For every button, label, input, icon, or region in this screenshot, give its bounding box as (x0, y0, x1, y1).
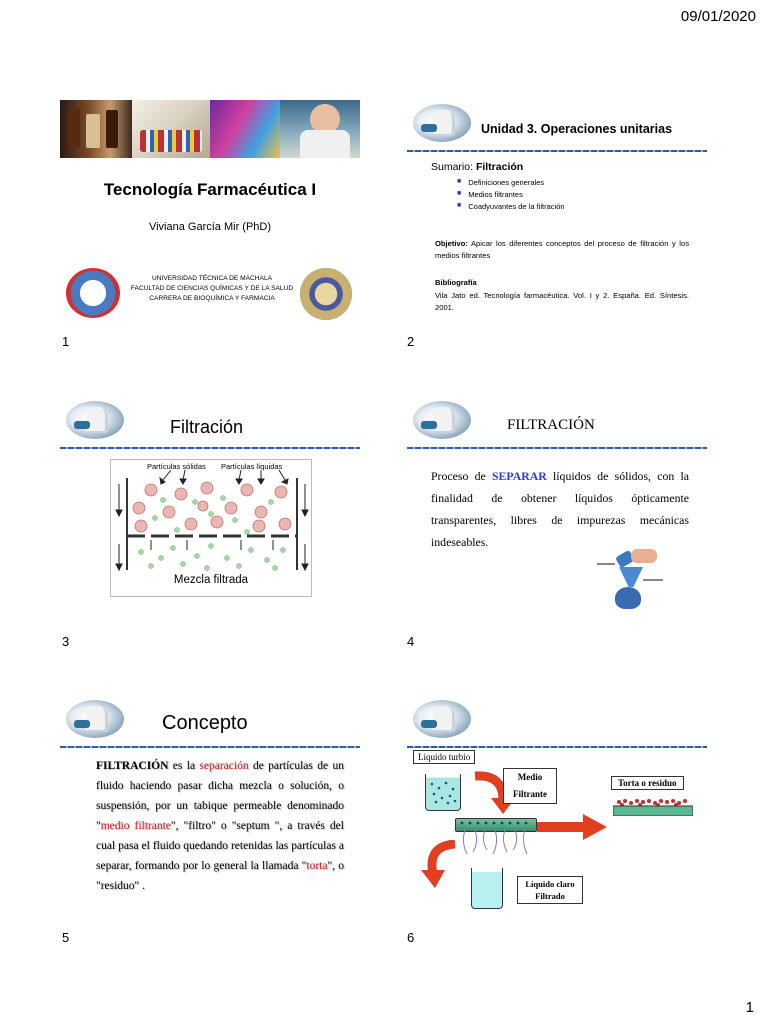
list-item: ■ Medios filtrantes (457, 190, 565, 199)
clear-liquid-beaker (471, 868, 503, 909)
concept-text-1: es la (168, 760, 200, 772)
concept-paragraph (96, 756, 344, 896)
label-filter-medium-line-1: Medio (517, 772, 543, 782)
label-clear-liquid (517, 876, 583, 904)
concept-filter-medium: medio filtrante (100, 820, 171, 832)
list-item: ■ Definiciones generales (457, 178, 565, 187)
faculty-seal-right (300, 268, 352, 320)
slide-5-title: Concepto (162, 712, 248, 734)
institution-line-1: UNIVERSIDAD TÉCNICA DE MACHALA (151, 275, 273, 282)
slide-4 (407, 397, 707, 622)
concept-cake: torta (306, 860, 328, 872)
page-number: 1 (745, 999, 754, 1016)
turbid-beaker (425, 774, 461, 811)
slide-4-number: 4 (407, 634, 415, 649)
label-clear-liquid-line-1: Líquido claro (525, 879, 575, 889)
slide-1 (60, 100, 360, 325)
institution-line-3: CARRERA DE BIOQUÍMICA Y FARMACIA (149, 295, 275, 302)
lab-scientist-logo (66, 700, 124, 738)
filtrate-streams (461, 830, 531, 856)
filter-funnel-illustration (597, 549, 667, 615)
summary-line (431, 161, 523, 173)
label-clear-liquid-line-2: Filtrado (535, 891, 565, 901)
institution-block (126, 274, 298, 304)
filter-cake (613, 798, 693, 816)
slide-1-number: 1 (62, 334, 70, 349)
lab-scientist-logo (66, 401, 124, 439)
definition-highlight: SEPARAR (491, 469, 547, 483)
header-rule (407, 150, 707, 152)
concept-text-2: de partículas de un fluido haciendo pasar dicha mezcla o solución, o suspensión, por un tabique permeable denominado " (96, 760, 344, 832)
university-seal-left (66, 268, 120, 318)
header-rule (60, 447, 360, 449)
slide-5-number: 5 (62, 930, 70, 945)
slide-2 (407, 100, 707, 325)
concept-separation: separación (199, 760, 249, 772)
concept-term: FILTRACIÓN (96, 760, 169, 772)
slide-2-title: Unidad 3. Operaciones unitarias (481, 122, 673, 136)
bibliography-label: Bibliografía (435, 278, 477, 287)
slide-2-number: 2 (407, 334, 415, 349)
straight-arrow-right (537, 814, 607, 840)
list-item: ■ Coadyuvantes de la filtración (457, 202, 565, 211)
definition-lead: Proceso de (431, 469, 492, 483)
label-liquid-particles: Partículas líquidas (221, 462, 283, 471)
turbid-particles (426, 774, 460, 808)
filter-cake-svg (613, 798, 693, 816)
label-cake-residue: Torta o residuo (611, 776, 684, 790)
filtration-definition (431, 465, 689, 553)
label-filtered-mixture: Mezcla filtrada (173, 574, 249, 586)
concept-text-3: ", "filtro" o "septum ", a través del cual pasa el fluido quedando retenidas las partículas a separar, formando por lo general la llamada " (96, 820, 344, 872)
summary-label: Sumario: (431, 161, 476, 173)
lab-scientist-logo (413, 401, 471, 439)
slide-3-number: 3 (62, 634, 70, 649)
slide-4-title: FILTRACIÓN (507, 417, 595, 433)
slide-1-title: Tecnología Farmacéutica I (103, 180, 317, 199)
label-filter-medium-line-2: Filtrante (513, 789, 547, 799)
concept-text-4: ", o "residuo" . (96, 860, 344, 892)
header-photo-banner (60, 100, 360, 158)
summary-list (457, 178, 565, 214)
bibliography-text: Vila Jato ed. Tecnología farmacéutica. Vol. I y 2. España. Ed. Síntesis. 2001. (435, 291, 689, 312)
curved-arrow-down-left (417, 840, 461, 890)
definition-rest: líquidos de sólidos, con la finalidad de obtener líquidos ópticamente transparentes, libres de impurezas mecánicas indeseables. (431, 469, 689, 549)
header-rule (60, 746, 360, 748)
summary-topic: Filtración (475, 161, 524, 173)
slide-3 (60, 397, 360, 622)
filtration-diagram (110, 459, 312, 597)
slide-6-number: 6 (407, 930, 415, 945)
slide-5 (60, 696, 360, 921)
print-date: 09/01/2020 (680, 8, 756, 25)
label-turbid-liquid: Líquido turbio (413, 750, 475, 764)
objective-paragraph (435, 238, 689, 262)
institution-line-2: FACULTAD DE CIENCIAS QUÍMICAS Y DE LA SALUD (130, 285, 294, 292)
lab-scientist-logo (413, 700, 471, 738)
label-filter-medium (503, 768, 557, 804)
lab-scientist-logo (413, 104, 471, 142)
slide-1-author: Viviana García Mir (PhD) (148, 221, 272, 233)
slide-6 (407, 696, 707, 921)
objective-text: Apicar los diferentes conceptos del proceso de filtración y los medios filtrantes (435, 239, 689, 260)
header-rule (407, 746, 707, 748)
label-solid-particles: Partículas sólidas (147, 462, 206, 471)
slide-3-title: Filtración (170, 417, 244, 437)
header-rule (407, 447, 707, 449)
objective-label: Objetivo: (435, 239, 468, 248)
